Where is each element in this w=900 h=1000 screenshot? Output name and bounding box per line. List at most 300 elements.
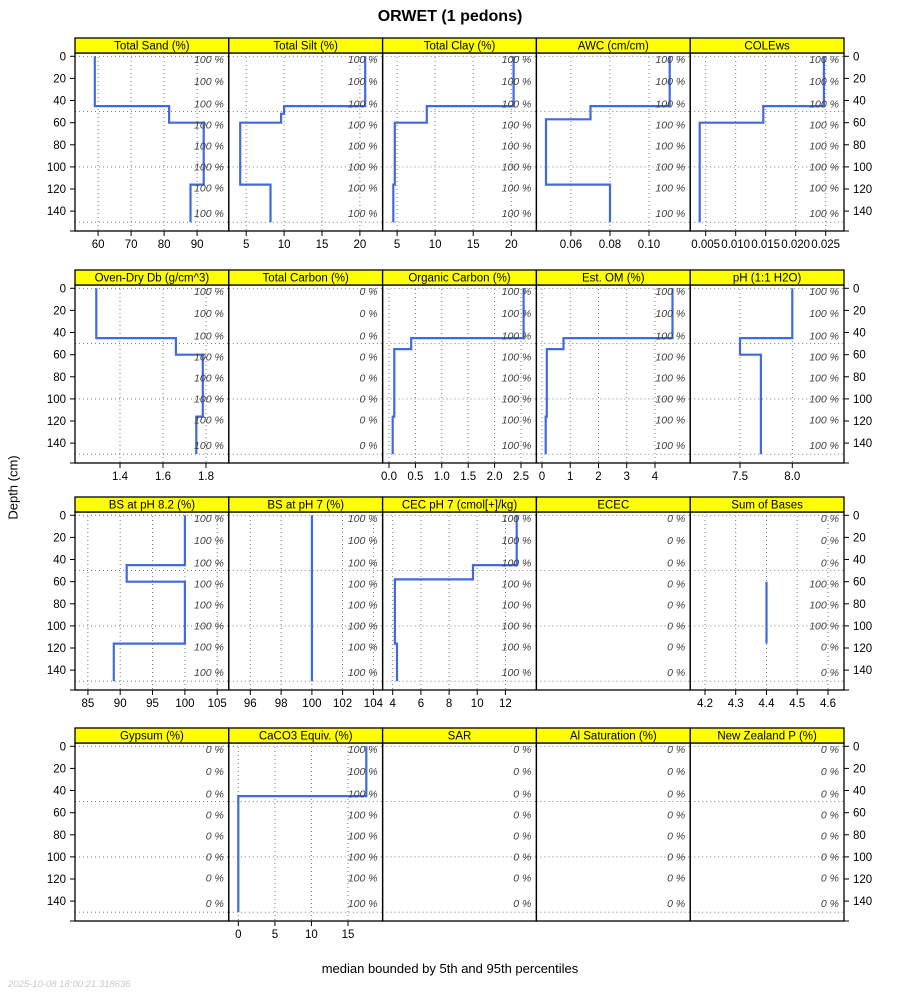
pct-label: 100 % — [655, 140, 686, 153]
pct-label: 100 % — [809, 330, 839, 343]
pct-label: 100 % — [501, 578, 532, 591]
pct-label: 0 % — [820, 513, 839, 526]
pct-label: 0 % — [820, 809, 839, 822]
depth-tick-label-left: 20 — [53, 73, 66, 86]
pct-label: 100 % — [347, 578, 378, 591]
pct-label: 100 % — [347, 98, 378, 111]
depth-tick-label-left: 0 — [59, 741, 66, 754]
strip-label: SAR — [447, 730, 472, 743]
x-tick-label: 15 — [341, 929, 355, 941]
x-tick-label: 4.6 — [820, 698, 836, 710]
pct-label: 100 % — [655, 286, 686, 299]
x-tick-label: 105 — [207, 698, 227, 710]
depth-tick-label-left: 80 — [53, 139, 66, 152]
pct-label: 0 % — [205, 788, 224, 801]
x-tick-label: 2.5 — [513, 471, 529, 483]
panel-sar — [383, 728, 537, 921]
pct-label: 100 % — [501, 439, 532, 452]
x-tick-label: 5 — [271, 929, 279, 941]
depth-tick-label-left: 100 — [46, 161, 66, 174]
pct-label: 100 % — [501, 620, 532, 633]
pct-label: 0 % — [513, 766, 532, 779]
pct-label: 100 % — [347, 535, 378, 548]
x-tick-label: 0.020 — [781, 239, 811, 251]
x-tick-label: 5 — [242, 239, 250, 251]
strip-label: COLEws — [744, 40, 790, 53]
profile-line — [546, 288, 673, 454]
panel-cec-ph-7-cmol-kg — [383, 497, 537, 710]
depth-axis-label: Depth (cm) — [5, 455, 21, 520]
x-tick-label: 2 — [595, 471, 602, 483]
depth-tick-label-right: 60 — [853, 117, 866, 130]
depth-tick-label-right: 80 — [853, 139, 866, 152]
profile-line — [700, 56, 824, 222]
pct-label: 100 % — [194, 286, 224, 299]
pct-label: 100 % — [347, 872, 378, 885]
depth-tick-label-left: 80 — [53, 829, 66, 842]
x-tick-label: 0.5 — [407, 471, 424, 483]
x-tick-label: 20 — [504, 239, 518, 251]
pct-label: 0 % — [205, 766, 224, 779]
profile-line — [114, 515, 185, 681]
strip-label: Al Saturation (%) — [569, 730, 657, 743]
depth-tick-label-right: 0 — [853, 283, 860, 296]
x-tick-label: 10 — [277, 239, 291, 251]
pct-label: 0 % — [359, 330, 378, 343]
pct-label: 100 % — [809, 76, 839, 89]
strip-label: Total Sand (%) — [114, 40, 190, 53]
panel-ecec — [536, 497, 690, 690]
pct-label: 100 % — [809, 620, 839, 633]
pct-label: 100 % — [194, 119, 224, 132]
pct-label: 0 % — [667, 535, 686, 548]
depth-tick-label-right: 100 — [853, 161, 873, 174]
depth-tick-label-right: 100 — [853, 620, 873, 633]
depth-tick-label-right: 40 — [853, 785, 866, 798]
x-tick-label: 0.10 — [637, 239, 661, 251]
pct-label: 100 % — [809, 414, 839, 427]
depth-tick-label-right: 0 — [853, 741, 860, 754]
panel-est-om — [536, 270, 690, 483]
pct-label: 0 % — [667, 744, 686, 757]
strip-label: Gypsum (%) — [119, 730, 184, 743]
depth-tick-label-left: 20 — [53, 305, 66, 318]
x-tick-label: 102 — [333, 698, 353, 710]
panel-gypsum — [75, 728, 229, 921]
depth-tick-label-left: 0 — [59, 51, 66, 64]
pct-label: 0 % — [667, 897, 686, 910]
pct-label: 100 % — [194, 535, 224, 548]
strip-label: pH (1:1 H2O) — [732, 272, 802, 285]
pct-label: 100 % — [347, 513, 378, 526]
depth-tick-label-left: 80 — [53, 598, 66, 611]
depth-tick-label-right: 20 — [853, 305, 866, 318]
pct-label: 100 % — [655, 372, 686, 385]
depth-tick-label-left: 40 — [53, 95, 66, 108]
depth-tick-label-right: 100 — [853, 393, 873, 406]
panel-new-zealand-p — [690, 728, 844, 921]
x-tick-label: 10 — [305, 929, 318, 941]
panel-organic-carbon — [381, 270, 536, 483]
pct-label: 0 % — [513, 897, 532, 910]
pct-label: 100 % — [501, 207, 532, 220]
depth-tick-label-left: 100 — [46, 620, 66, 633]
x-tick-label: 1.6 — [155, 471, 171, 483]
pct-label: 0 % — [205, 830, 224, 843]
depth-tick-label-right: 40 — [853, 327, 866, 340]
x-tick-label: 8 — [445, 698, 453, 710]
x-tick-label: 4 — [389, 698, 396, 710]
x-tick-label: 1.4 — [112, 471, 128, 483]
depth-tick-label-left: 120 — [46, 416, 66, 428]
depth-tick-label-left: 40 — [53, 327, 66, 340]
depth-tick-label-left: 100 — [46, 851, 66, 864]
pct-label: 100 % — [809, 308, 839, 321]
pct-label: 100 % — [194, 666, 224, 679]
depth-tick-label-left: 60 — [53, 576, 66, 589]
x-tick-label: 10 — [470, 698, 484, 710]
depth-tick-label-left: 40 — [53, 785, 66, 798]
x-tick-label: 80 — [157, 239, 171, 251]
depth-tick-label-right: 40 — [853, 95, 866, 108]
profile-line — [546, 56, 670, 222]
pct-label: 0 % — [205, 897, 224, 910]
depth-tick-label-right: 100 — [853, 851, 873, 864]
depth-tick-label-left: 140 — [46, 896, 66, 909]
panel-row-2 — [47, 270, 872, 483]
pct-label: 100 % — [809, 182, 839, 195]
pct-label: 100 % — [655, 76, 686, 89]
x-tick-label: 2.0 — [486, 471, 503, 483]
x-tick-label: 1.0 — [433, 471, 450, 483]
pct-label: 0 % — [359, 351, 378, 364]
pct-label: 100 % — [347, 76, 378, 89]
profile-line — [740, 288, 792, 454]
x-tick-label: 95 — [146, 698, 159, 710]
depth-tick-label-left: 140 — [46, 206, 66, 219]
x-tick-label: 0.025 — [811, 239, 841, 251]
pct-label: 100 % — [501, 393, 532, 406]
panel-oven-dry-db-g-cm-3 — [75, 270, 229, 483]
pct-label: 100 % — [501, 161, 532, 174]
pct-label: 0 % — [667, 788, 686, 801]
x-tick-label: 4.5 — [789, 698, 806, 710]
panel-al-saturation — [536, 728, 690, 921]
depth-tick-label-right: 120 — [853, 643, 873, 655]
pct-label: 0 % — [513, 788, 532, 801]
panel-caco3-equiv — [229, 728, 383, 941]
pct-label: 0 % — [205, 809, 224, 822]
strip-label: Sum of Bases — [731, 499, 803, 512]
pct-label: 100 % — [347, 851, 378, 864]
strip-label: BS at pH 7 (%) — [267, 499, 345, 512]
x-tick-label: 12 — [499, 698, 512, 710]
pct-label: 100 % — [655, 119, 686, 132]
pct-label: 100 % — [347, 809, 378, 822]
strip-label: Total Carbon (%) — [262, 272, 349, 285]
depth-tick-label-left: 0 — [59, 510, 66, 523]
depth-tick-label-right: 120 — [853, 184, 873, 196]
depth-tick-label-left: 80 — [53, 371, 66, 384]
depth-tick-label-right: 20 — [853, 73, 866, 86]
pct-label: 100 % — [501, 351, 532, 364]
x-tick-label: 100 — [302, 698, 322, 710]
plot-timestamp: 2025-10-08 18:00:21.318636 — [8, 979, 131, 990]
x-tick-label: 15 — [315, 239, 329, 251]
pct-label: 0 % — [513, 830, 532, 843]
pct-label: 100 % — [655, 182, 686, 195]
pct-label: 100 % — [809, 140, 839, 153]
pct-label: 0 % — [820, 788, 839, 801]
pct-label: 0 % — [667, 557, 686, 570]
pct-label: 100 % — [194, 599, 224, 612]
pct-label: 100 % — [347, 599, 378, 612]
x-tick-label: 0.0 — [381, 471, 397, 483]
pct-label: 0 % — [667, 809, 686, 822]
pct-label: 100 % — [809, 54, 839, 67]
strip-label: Organic Carbon (%) — [408, 272, 511, 285]
x-tick-label: 90 — [190, 239, 204, 251]
pct-label: 100 % — [194, 140, 224, 153]
x-tick-label: 0.08 — [598, 239, 622, 251]
pct-label: 0 % — [359, 393, 378, 406]
pct-label: 100 % — [501, 666, 532, 679]
pct-label: 0 % — [820, 744, 839, 757]
pct-label: 0 % — [820, 872, 839, 885]
depth-tick-label-right: 140 — [853, 896, 873, 909]
pct-label: 100 % — [501, 557, 532, 570]
pct-label: 0 % — [513, 872, 532, 885]
depth-tick-label-right: 140 — [853, 206, 873, 219]
pct-label: 100 % — [194, 182, 224, 195]
pct-label: 0 % — [667, 641, 686, 654]
pct-label: 100 % — [501, 286, 532, 299]
pct-label: 100 % — [194, 620, 224, 633]
depth-tick-label-right: 20 — [853, 532, 866, 545]
x-tick-label: 5 — [393, 239, 401, 251]
depth-tick-label-left: 140 — [46, 665, 66, 678]
pct-label: 100 % — [347, 207, 378, 220]
depth-tick-label-right: 60 — [853, 349, 866, 362]
pct-label: 0 % — [667, 666, 686, 679]
x-tick-label: 1.8 — [198, 471, 214, 483]
depth-tick-label-right: 20 — [853, 763, 866, 776]
depth-tick-label-left: 120 — [46, 184, 66, 196]
x-tick-label: 90 — [113, 698, 127, 710]
pct-label: 100 % — [655, 161, 686, 174]
depth-tick-label-right: 140 — [853, 665, 873, 678]
strip-label: Est. OM (%) — [581, 272, 645, 285]
panel-ph-1-1-h2o — [690, 270, 844, 483]
panel-colews — [690, 38, 844, 251]
pct-label: 0 % — [359, 308, 378, 321]
x-tick-label: 96 — [243, 698, 257, 710]
pct-label: 100 % — [655, 98, 686, 111]
pct-label: 0 % — [205, 872, 224, 885]
x-tick-label: 0.005 — [691, 239, 721, 251]
depth-tick-label-left: 120 — [46, 643, 66, 655]
strip-label: BS at pH 8.2 (%) — [108, 499, 196, 512]
x-tick-label: 0.015 — [751, 239, 781, 251]
pct-label: 100 % — [501, 54, 532, 67]
pct-label: 100 % — [809, 372, 839, 385]
pct-label: 100 % — [501, 414, 532, 427]
strip-label: CEC pH 7 (cmol[+]/kg) — [401, 499, 518, 512]
pct-label: 100 % — [655, 393, 686, 406]
pct-label: 0 % — [513, 851, 532, 864]
x-tick-label: 0 — [235, 929, 242, 941]
depth-tick-label-right: 120 — [853, 874, 873, 886]
pct-label: 0 % — [820, 641, 839, 654]
pct-label: 0 % — [667, 830, 686, 843]
x-tick-label: 0.010 — [721, 239, 751, 251]
depth-tick-label-right: 120 — [853, 416, 873, 428]
pct-label: 0 % — [359, 372, 378, 385]
pct-label: 100 % — [809, 393, 839, 406]
pct-label: 0 % — [820, 897, 839, 910]
profile-line — [240, 56, 365, 222]
pct-label: 0 % — [667, 851, 686, 864]
panel-total-clay — [383, 38, 537, 251]
pct-label: 0 % — [205, 744, 224, 757]
x-tick-label: 4.4 — [758, 698, 775, 710]
x-tick-label: 98 — [274, 698, 288, 710]
pct-label: 0 % — [667, 620, 686, 633]
pct-label: 100 % — [194, 76, 224, 89]
pct-label: 100 % — [809, 119, 839, 132]
profile-line — [395, 515, 517, 681]
depth-tick-label-right: 80 — [853, 829, 866, 842]
pct-label: 100 % — [501, 308, 532, 321]
pct-label: 0 % — [513, 809, 532, 822]
x-tick-label: 104 — [363, 698, 383, 710]
pct-label: 100 % — [194, 351, 224, 364]
strip-label: Oven-Dry Db (g/cm^3) — [94, 272, 210, 285]
pct-label: 100 % — [347, 119, 378, 132]
pct-label: 100 % — [501, 372, 532, 385]
x-tick-label: 85 — [81, 698, 95, 710]
pct-label: 0 % — [820, 666, 839, 679]
depth-tick-label-right: 140 — [853, 438, 873, 451]
pct-label: 100 % — [194, 641, 224, 654]
pct-label: 100 % — [501, 98, 532, 111]
depth-tick-label-left: 60 — [53, 807, 66, 820]
pct-label: 0 % — [667, 872, 686, 885]
strip-label: AWC (cm/cm) — [577, 40, 649, 53]
plot-title: ORWET (1 pedons) — [377, 8, 523, 25]
pct-label: 100 % — [809, 599, 839, 612]
pct-label: 100 % — [809, 98, 839, 111]
pct-label: 100 % — [501, 76, 532, 89]
profile-line — [393, 56, 513, 222]
depth-tick-label-left: 140 — [46, 438, 66, 451]
pct-label: 0 % — [820, 851, 839, 864]
pct-label: 100 % — [809, 439, 839, 452]
depth-tick-label-left: 20 — [53, 532, 66, 545]
pct-label: 100 % — [501, 513, 532, 526]
x-tick-label: 7.5 — [732, 471, 748, 483]
pct-label: 100 % — [194, 330, 224, 343]
depth-tick-label-left: 120 — [46, 874, 66, 886]
strip-label: New Zealand P (%) — [717, 730, 817, 743]
x-tick-label: 1.5 — [460, 471, 477, 483]
panel-total-sand — [75, 38, 229, 251]
x-tick-label: 1 — [566, 471, 574, 483]
x-tick-label: 70 — [124, 239, 138, 251]
pct-label: 100 % — [347, 140, 378, 153]
pct-label: 0 % — [820, 766, 839, 779]
pct-label: 100 % — [347, 897, 378, 910]
pct-label: 100 % — [347, 161, 378, 174]
panel-row-3 — [47, 497, 872, 710]
strip-label: ECEC — [597, 499, 630, 512]
pct-label: 100 % — [194, 98, 224, 111]
pct-label: 100 % — [194, 372, 224, 385]
depth-tick-label-right: 40 — [853, 554, 866, 567]
pct-label: 100 % — [194, 439, 224, 452]
pct-label: 0 % — [205, 851, 224, 864]
pct-label: 100 % — [194, 557, 224, 570]
pct-label: 100 % — [347, 620, 378, 633]
pct-label: 100 % — [194, 54, 224, 67]
strip-label: CaCO3 Equiv. (%) — [258, 730, 353, 743]
pct-label: 0 % — [359, 414, 378, 427]
x-tick-label: 6 — [417, 698, 425, 710]
panel-row-4 — [47, 728, 872, 941]
x-tick-label: 8.0 — [784, 471, 801, 483]
depth-tick-label-left: 100 — [46, 393, 66, 406]
pct-label: 100 % — [194, 161, 224, 174]
depth-tick-label-left: 40 — [53, 554, 66, 567]
depth-tick-label-right: 0 — [853, 510, 860, 523]
pct-label: 100 % — [655, 351, 686, 364]
pct-label: 100 % — [194, 308, 224, 321]
pct-label: 100 % — [347, 766, 378, 779]
x-tick-label: 4.2 — [697, 698, 713, 710]
pct-label: 100 % — [347, 830, 378, 843]
depth-tick-label-right: 80 — [853, 371, 866, 384]
pct-label: 100 % — [194, 414, 224, 427]
strip-label: Total Clay (%) — [423, 40, 496, 53]
pct-label: 0 % — [667, 578, 686, 591]
depth-tick-label-left: 0 — [59, 283, 66, 296]
pct-label: 0 % — [359, 439, 378, 452]
pct-label: 100 % — [501, 140, 532, 153]
x-tick-label: 60 — [91, 239, 105, 251]
pct-label: 0 % — [667, 766, 686, 779]
pct-label: 100 % — [501, 535, 532, 548]
pct-label: 100 % — [347, 182, 378, 195]
pct-label: 100 % — [194, 578, 224, 591]
pct-label: 100 % — [655, 414, 686, 427]
pct-label: 100 % — [501, 641, 532, 654]
x-tick-label: 3 — [623, 471, 630, 483]
pct-label: 100 % — [347, 54, 378, 67]
x-tick-label: 0.06 — [559, 239, 583, 251]
pct-label: 100 % — [347, 666, 378, 679]
depth-tick-label-left: 60 — [53, 349, 66, 362]
panel-sum-of-bases — [690, 497, 844, 710]
depth-tick-label-right: 80 — [853, 598, 866, 611]
pct-label: 0 % — [667, 513, 686, 526]
panel-total-silt — [229, 38, 383, 251]
pct-label: 100 % — [501, 182, 532, 195]
profile-line — [95, 56, 204, 222]
panel-row-1 — [47, 38, 872, 251]
panel-bs-at-ph-7 — [229, 497, 384, 710]
strip-label: Total Silt (%) — [273, 40, 338, 53]
pct-label: 100 % — [347, 744, 378, 757]
